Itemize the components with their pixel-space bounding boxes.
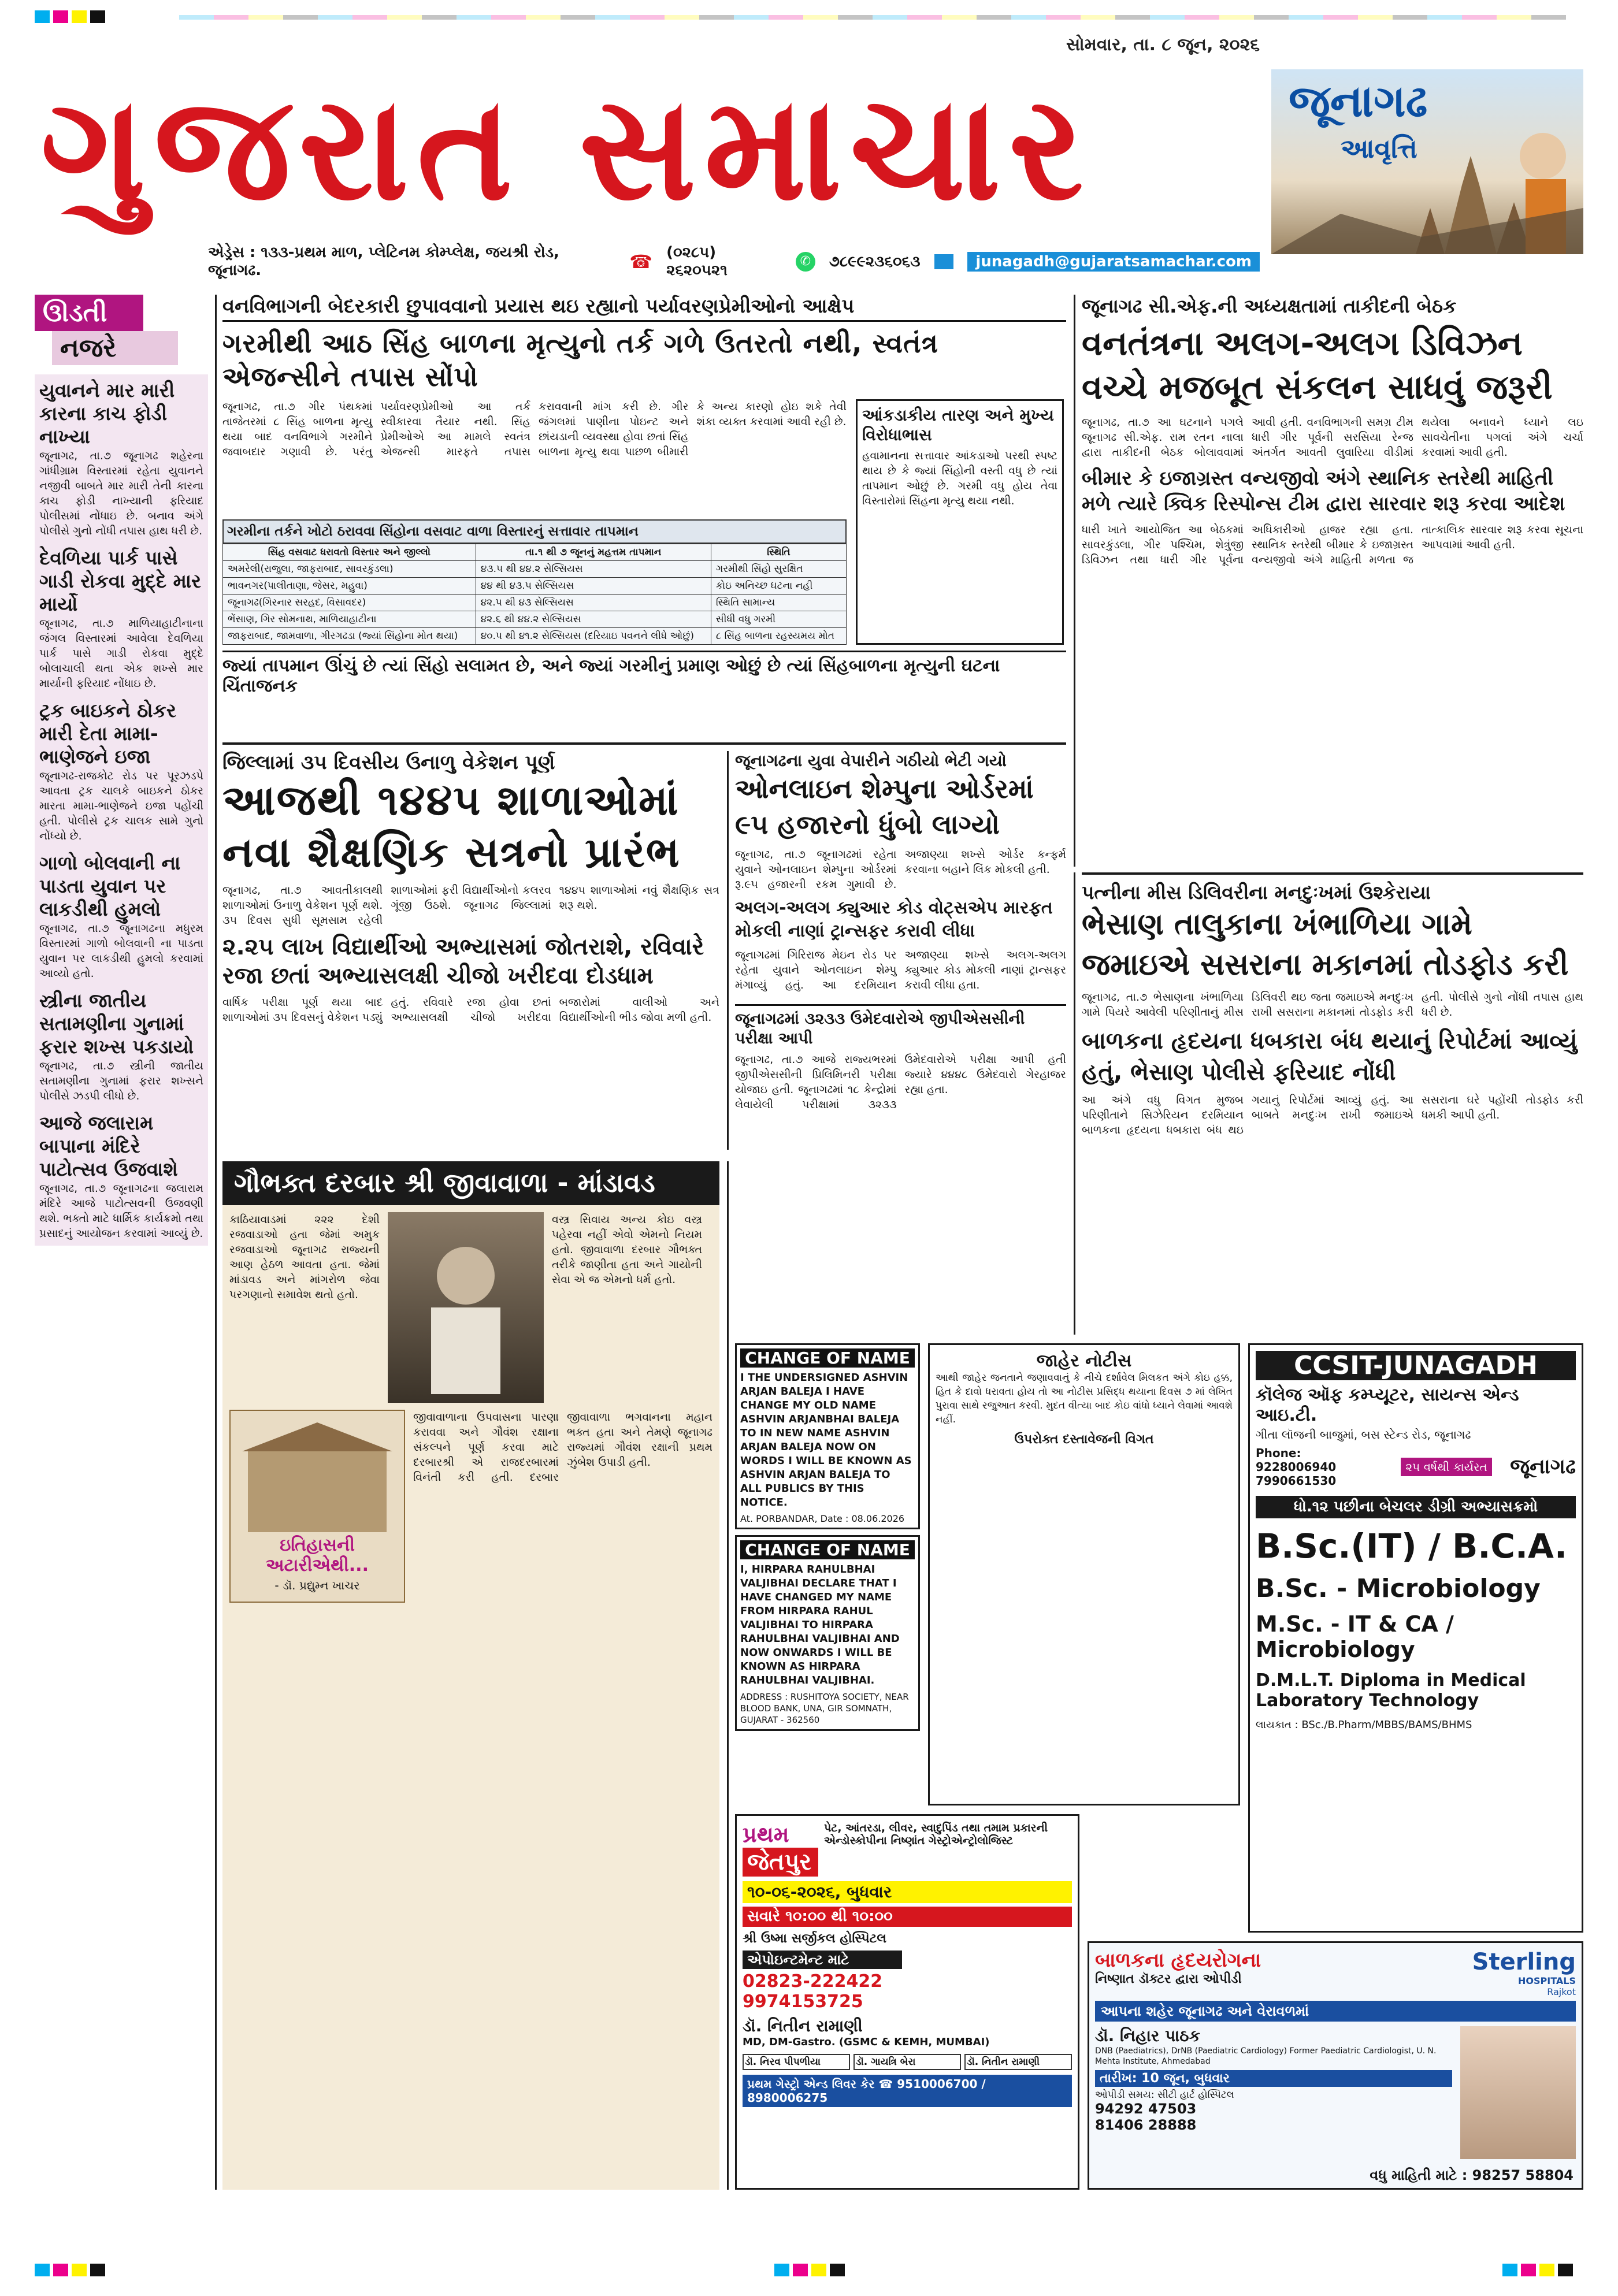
- sterling-phone-2[interactable]: 81406 28888: [1095, 2117, 1197, 2133]
- table-cell: જાફરાબાદ, જામવાળા, ગીરગઢડા (જ્યાં સિંહોના મોત થયા): [223, 628, 476, 645]
- shampoo-story: [735, 751, 1066, 1335]
- cf-headline: વનતંત્રના અલગ-અલગ ડિવિઝન વચ્ચે મજબૂત સંકલન સાધવું જરૂરી: [1082, 324, 1553, 407]
- brief-headline: ગાળો બોલવાની ના પાડતા યુવાન પર લાકડીથી હુમલો: [39, 852, 181, 920]
- culture-body-1: કાઠિયાવાડમાં ૨૨૨ દેશી રજવાડાઓ હતા જેમાં અમુક રજવાડાઓ જૂનાગઢ રાજ્યની આણ હેઠળ આવતા હતા. જેમાં માંડાવડ અને માંગરોળ જેવા પરગણાનો સમાવેશ થતો હતો.: [229, 1213, 380, 1301]
- bhesan-subhead: બાળકના હૃદયના ધબકારા બંધ થયાનું રિપોર્ટમાં આવ્યું હતું, ભેસાણ પોલીસે ફરિયાદ નોંધી: [1082, 1028, 1578, 1086]
- address-bar: [208, 244, 1260, 279]
- ccsit-foot: લાયકાત : BSc./B.Pharm/MBBS/BAMS/BHMS: [1256, 1719, 1472, 1731]
- public-notice-title: જાહેર નોટીસ: [1036, 1351, 1132, 1371]
- ccsit-course-2: B.Sc. - Microbiology: [1256, 1574, 1541, 1603]
- phone-number: (૦૨૮૫) ૨૬૨૦૫૨૧: [666, 244, 728, 279]
- table-header: તા.૧ થી ૭ જૂનનું મહત્તમ તાપમાન: [476, 544, 711, 561]
- sterling-band: આપના શહેર જૂનાગઢ અને વેરાવળમાં: [1095, 2001, 1576, 2022]
- child-photo: [1460, 2026, 1576, 2159]
- bhesan-body: જૂનાગઢ, તા.૭ ભેસાણના ખંભાળિયા ગામે પિયરે આવેલી પરિણીતાનું મીસ ડિલિવરી થઇ જતા જમાઇએ મનદુઃખ રાખી સસરાના મકાનમાં તોડફોડ કરી હતી. પોલીસે ગુનો નોંધી તપાસ હાથ ધરી છે.: [1082, 991, 1583, 1019]
- ccsit-address: ગીતા લૉજની બાજુમાં, બસ સ્ટેન્ડ રોડ, જૂનાગઢ: [1256, 1428, 1471, 1441]
- lion-sidebar: [856, 399, 1064, 645]
- table-cell: જૂનાગઢ(ગિરનાર સરહદ, વિસાવદર): [223, 595, 476, 611]
- brief-headline: સ્ત્રીના જાતીય સતામણીના ગુનામાં ફરાર શખ્સ પકડાયો: [39, 989, 194, 1058]
- portrait-photo: [388, 1212, 544, 1403]
- pratham-phone-2[interactable]: 9974153725: [743, 1992, 863, 2012]
- schools-kicker: જિલ્લામાં ૩૫ દિવસીય ઉનાળુ વેકેશન પૂર્ણ: [222, 751, 555, 774]
- temple-illustration: [1271, 69, 1583, 254]
- shampoo-body-2: જૂનાગઢમાં ગિરિરાજ મેઇન રોડ પર રહેતા યુવાને ઓનલાઇન શેમ્પુ મંગાવ્યું હતું. આ દરમિયાન અજાણ્યા શખ્સે અલગ-અલગ ક્યુઆર કોડ મોકલી નાણાં ટ્રાન્સફર કરાવી લીધા હતા.: [735, 949, 1066, 991]
- lion-side-text: હવામાનના સત્તાવાર આંકડાઓ પરથી સ્પષ્ટ થાય છે કે જ્યાં સિંહોની વસ્તી વધુ છે ત્યાં તાપમાન ઓછું છે. ગરમી વધુ હોય તેવા વિસ્તારોમાં સિંહના મૃત્યુ થયા નથી.: [862, 449, 1057, 507]
- lion-kicker: વનવિભાગની બેદરકારી છુપાવવાનો પ્રયાસ થઇ રહ્યાનો પર્યાવરણપ્રેમીઓનો આક્ષેપ: [222, 295, 1066, 322]
- notice-foot: At. PORBANDAR, Date : 08.06.2026: [740, 1513, 905, 1524]
- culture-body-3: જીવાવાળાના ઉપવાસના પારણા કરાવવા અને ગૌવંશ રક્ષાના સંકલ્પને પૂર્ણ કરવા માટે દરબારશ્રી એ રાજદરબારમાં વિનંતી કરી હતી. દરબાર જીવાવાળા ભગવાનના મહાન ભક્ત હતા અને તેમણે જૂનાગઢ રાજ્યમાં ગૌવંશ રક્ષાની પ્રથમ ઝુંબેશ ઉપાડી હતી.: [413, 1411, 712, 1484]
- bhesan-story: [1082, 881, 1583, 1338]
- brief-text: જૂનાગઢ, તા.૭ જૂનાગઢના મધુરમ વિસ્તારમાં ગાળો બોલવાની ના પાડતા યુવાન પર લાકડીથી હુમલો કરવામાં આવ્યો હતો.: [39, 922, 203, 980]
- schools-story: [222, 751, 719, 1150]
- table-cell: ૪૪ થી ૪૩.૫ સેલ્સિયસ: [476, 578, 711, 595]
- lion-headline: ગરમીથી આઠ સિંહ બાળના મૃત્યુનો તર્ક ગળે ઉતરતો નથી, સ્વતંત્ર એજન્સીને તપાસ સોંપો: [222, 328, 938, 392]
- masthead-date: સોમવાર, તા. ૮ જૂન, ૨૦૨૬: [1066, 35, 1260, 55]
- table-cell: ગરમીથી સિંહો સુરક્ષિત: [711, 561, 846, 578]
- pratham-doc-2: ડૉ. ગાયત્રિ બેરા: [853, 2054, 961, 2070]
- cf-kicker: જૂનાગઢ સી.એફ.ની અધ્યક્ષતામાં તાકીદની બેઠક: [1082, 295, 1457, 317]
- public-notice: [928, 1343, 1240, 1805]
- table-cell: ૪૨.૬ થી ૪૪.૨ સેલ્સિયસ: [476, 611, 711, 628]
- schools-headline-2: નવા શૈક્ષણિક સત્રનો પ્રારંભ: [222, 828, 681, 876]
- brief-item: [39, 699, 203, 844]
- pratham-city: જેતપુર: [743, 1848, 818, 1877]
- pratham-footer: પ્રથમ ગેસ્ટ્રો એન્ડ લિવર કેર ☎ 9510006700 / 8980006275: [743, 2075, 1072, 2107]
- sterling-doctor: ડૉ. નિહાર પાઠક: [1095, 2026, 1201, 2045]
- change-of-name-2: [735, 1535, 920, 1731]
- schools-body: જૂનાગઢ, તા.૭ આવતીકાલથી શાળાઓમાં ઉનાળુ વેકેશન પૂર્ણ થશે. ૩૫ દિવસ સુધી સૂમસામ રહેલી શાળાઓમાં ફરી વિદ્યાર્થીઓનો કલરવ ગૂંજી ઉઠશે. જૂનાગઢ જિલ્લામાં ૧૪૪૫ શાળાઓમાં નવું શૈક્ષણિક સત્ર શરૂ થશે.: [222, 884, 719, 927]
- shampoo-body: જૂનાગઢ, તા.૭ જૂનાગઢમાં રહેતા યુવાને ઓનલાઇન શેમ્પુના ઓર્ડરમાં રૂ.૯૫ હજારની રકમ ગુમાવી છે. અજાણ્યા શખ્સે ઓર્ડર કન્ફર્મ કરવાના બહાને લિંક મોકલી હતી.: [735, 848, 1066, 891]
- pratham-doctor: ડૉ. નિતીન રામાણી: [743, 2016, 863, 2035]
- notice-title: CHANGE OF NAME: [740, 1348, 915, 1368]
- pratham-time: સવારે ૧૦:૦૦ થી ૧૦:૦૦: [743, 1907, 1072, 1927]
- edition-sub: આવૃત્તિ: [1341, 133, 1417, 164]
- notice-title: CHANGE OF NAME: [740, 1540, 915, 1559]
- table-cell: ૪૩.૫ થી ૪૪.૨ સેલ્સિયસ: [476, 561, 711, 578]
- brief-text: જૂનાગઢ, તા.૭ જૂનાગઢના જલારામ મંદિરે આજે પાટોત્સવની ઉજવણી થશે. ભક્તો માટે ધાર્મિક કાર્યક્રમો તથા પ્રસાદનું આયોજન કરવામાં આવ્યું છે.: [39, 1182, 203, 1240]
- brief-item: [39, 379, 203, 538]
- whatsapp-number: ૭૮૯૯૨૩૬૦૬૩: [829, 252, 921, 270]
- email-icon: [934, 254, 954, 269]
- culture-body-2: વસ્ત્ર સિવાય અન્ય કોઇ વસ્ત્ર પહેરવા નહીં એવો એમનો નિયમ હતો. જીવાવાળા દરબાર ગૌભક્ત તરીકે જાણીતા હતા અને ગાયોની સેવા એ જ એમનો ધર્મ હતો.: [552, 1213, 702, 1286]
- pratham-phone-1[interactable]: 02823-222422: [743, 1971, 883, 1992]
- sterling-sub: નિષ્ણાત ડૉક્ટર દ્વારા ઓપીડી: [1095, 1972, 1242, 1986]
- whatsapp-icon: ✆: [796, 252, 815, 272]
- bhesan-body-2: આ અંગે વધુ વિગત મુજબ પરિણીતાને સિઝેરિયન દરમિયાન બાળકના હૃદયના ધબકારા બંધ થઇ ગયાનું રિપોર્ટમાં આવ્યું હતું. આ બાબતે મનદુઃખ રાખી જમાઇએ સસરાના ઘરે પહોંચી તોડફોડ કરી ધમકી આપી હતી.: [1082, 1094, 1583, 1136]
- notices-column: [735, 1343, 920, 1805]
- schools-subhead: ૨.૨૫ લાખ વિદ્યાર્થીઓ અભ્યાસમાં જોતરાશે, રવિવારે રજા છતાં અભ્યાસલક્ષી ચીજો ખરીદવા દોડધામ: [222, 934, 704, 989]
- sterling-city: Rajkot: [1547, 1986, 1576, 1997]
- table-row: [223, 611, 847, 628]
- pratham-date: ૧૦-૦૬-૨૦૨૬, બુધવાર: [743, 1881, 1072, 1903]
- shampoo-subhead: અલગ-અલગ ક્યુઆર કોડ વોટ્સએપ મારફત મોકલી નાણાં ટ્રાન્સફર કરાવી લીધા: [735, 898, 1053, 941]
- brief-item: [39, 547, 203, 691]
- brief-headline: ટ્રક બાઇકને ઠોકર મારી દેતા મામા-ભાણેજને ઇજા: [39, 699, 176, 768]
- brief-text: જૂનાગઢ, તા.૭ માળિયાહાટીનાના જંગલ વિસ્તારમાં આવેલા દેવળિયા પાર્ક પાસે ગાડી રોકવા મુદ્દે બોલાચાલી થતા એક શખ્સે માર માર્યાની ફરિયાદ નોંધાઇ છે.: [39, 617, 203, 690]
- brief-text: જૂનાગઢ, તા.૭ સ્ત્રીની જાતીય સતામણીના ગુનામાં ફરાર શખ્સને પોલીસે ઝડપી લીધો છે.: [39, 1060, 203, 1102]
- lion-story: [222, 295, 1066, 734]
- cf-story: [1082, 295, 1583, 867]
- culture-section: [222, 1161, 719, 2190]
- table-row: [223, 561, 847, 578]
- table-header: સિંહ વસવાટ ધરાવતો વિસ્તાર અને જીલ્લો: [223, 544, 476, 561]
- schools-body-2: વાર્ષિક પરીક્ષા પૂર્ણ થયા બાદ શાળાઓમાં ૩૫ દિવસનું વેકેશન પડ્યું હતું. રવિવારે રજા હોવા છતાં અભ્યાસલક્ષી ચીજો ખરીદવા બજારોમાં વાલીઓ અને વિદ્યાર્થીઓની ભીડ જોવા મળી હતી.: [222, 996, 719, 1024]
- shampoo-headline-1: ઓનલાઇન શેમ્પુના ઓર્ડરમાં: [735, 773, 1034, 804]
- table-cell: ૪૨.૫ થી ૪૩ સેલ્સિયસ: [476, 595, 711, 611]
- table-cell: સ્થિતિ સામાન્ય: [711, 595, 846, 611]
- address-text: એડ્રેસ : ૧૩૩-પ્રથમ માળ, પ્લેટિનમ કોમ્પ્લેક્ષ, જયશ્રી રોડ, જૂનાગઢ.: [208, 244, 559, 279]
- table-row: [223, 628, 847, 645]
- history-graphic: [229, 1410, 405, 1603]
- public-notice-sub: ઉપરોક્ત દસ્તાવેજની વિગત: [1014, 1432, 1154, 1447]
- brief-text: જૂનાગઢ-રાજકોટ રોડ પર પૂરઝડપે આવતા ટ્રક ચાલકે બાઇકને ઠોકર મારતા મામા-ભાણેજને ઇજા પહોંચી હતી. પોલીસે ટ્રક ચાલક સામે ગુનો નોંધ્યો છે.: [39, 770, 203, 842]
- lion-body: જૂનાગઢ, તા.૭ ગીર પંથકમાં તાજેતરમાં ૮ સિંહ બાળના મૃત્યુ થયા બાદ વનવિભાગે ગરમીને જવાબદાર ગણાવી છે. પરંતુ પર્યાવરણપ્રેમીઓ આ તર્ક સ્વીકારવા તૈયાર નથી. સિંહ પ્રેમીઓએ આ મામલે સ્વતંત્ર એજન્સી મારફતે તપાસ કરાવવાની માંગ કરી છે. ગીર જંગલમાં પાણીના પોઇન્ટ અને છાંયડાની વ્યવસ્થા હોવા છતાં સિંહ બાળના મૃત્યુ થવા પાછળ બીમારી કે અન્ય કારણો હોઇ શકે તેવી શંકા વ્યક્ત કરવામાં આવી રહી છે.: [222, 400, 847, 458]
- brief-headline: આજે જલારામ બાપાના મંદિરે પાટોત્સવ ઉજવાશે: [39, 1112, 178, 1180]
- ccsit-ad[interactable]: [1248, 1343, 1583, 1933]
- table-cell: કોઇ અનિચ્છ ઘટના નહી: [711, 578, 846, 595]
- gpsc-body: જૂનાગઢ, તા.૭ આજે રાજ્યભરમાં જીપીએસસીની પ્રિલિમિનરી પરીક્ષા યોજાઇ હતી. જૂનાગઢમાં ૧૮ કેન્દ્રોમાં લેવાયેલી પરીક્ષામાં ૩૨૩૩ ઉમેદવારોએ પરીક્ષા આપી હતી જ્યારે ૪૪૪૮ ઉમેદવારો ગેરહાજર રહ્યા હતા.: [735, 1053, 1066, 1111]
- pratham-brand: પ્રથમ: [743, 1822, 789, 1847]
- gpsc-kicker: જૂનાગઢમાં ૩૨૩૩ ઉમેદવારોએ જીપીએસસીની પરીક્ષા આપી: [735, 1010, 1025, 1047]
- table-cell: ૪૦.૫ થી ૪૧.૨ સેલ્સિયસ (દરિયાઇ પવનને લીધે ઓછું): [476, 628, 711, 645]
- change-of-name-1: [735, 1343, 920, 1529]
- brief-headline: યુવાનને માર મારી કારના કાચ ફોડી નાખ્યા: [39, 379, 175, 448]
- sterling-ad[interactable]: [1088, 1941, 1583, 2190]
- ccsit-course-1: B.Sc.(IT) / B.C.A.: [1256, 1526, 1567, 1566]
- sterling-title: બાળકના હૃદયરોગના: [1095, 1949, 1261, 1972]
- history-caption: ઇતિહાસની અટારીએથી...: [266, 1535, 369, 1576]
- cf-subhead: બીમાર કે ઇજાગ્રસ્ત વન્યજીવો અંગે સ્થાનિક સ્તરેથી માહિતી મળે ત્યારે ક્વિક રિસ્પોન્સ ટીમ દ્વારા સારવાર શરૂ કરવા આદેશ: [1082, 467, 1565, 515]
- history-author: - ડૉ. પ્રદ્યુમ્ન ખાચર: [274, 1578, 360, 1592]
- edition-name: જૂનાગઢ: [1289, 75, 1428, 127]
- table-cell: અમરેલી(રાજુલા, જાફરાબાદ, સાવરકુંડલા): [223, 561, 476, 578]
- table-cell: ૮ સિંહ બાળના રહસ્યમય મોત: [711, 628, 846, 645]
- email-address[interactable]: junagadh@gujaratsamachar.com: [967, 252, 1260, 272]
- table-header: સ્થિતિ: [711, 544, 846, 561]
- ccsit-course-3: M.Sc. - IT & CA / Microbiology: [1256, 1611, 1454, 1662]
- pratham-doc-3: ડૉ. નિતીન રામાણી: [964, 2054, 1072, 2070]
- ccsit-title: CCSIT-JUNAGADH: [1256, 1351, 1576, 1380]
- sterling-brand-2: HOSPITALS: [1518, 1975, 1576, 1986]
- shampoo-kicker: જૂનાગઢના યુવા વેપારીને ગઠીયો ભેટી ગયો: [735, 751, 1007, 770]
- notice-text: I THE UNDERSIGNED ASHVIN ARJAN BALEJA I HAVE CHANGE MY OLD NAME ASHVIN ARJANBHAI BALEJA TO IN NEW NAME ASHVIN ARJAN BALEJA NOW ON WORDS I WILL BE KNOWN AS ASHVIN ARJAN BALEJA TO ALL PUBLICS BY THIS NOTICE.: [740, 1372, 912, 1509]
- table-row: [223, 595, 847, 611]
- lion-footer: જ્યાં તાપમાન ઊંચું છે ત્યાં સિંહો સલામત છે, અને જ્યાં ગરમીનું પ્રમાણ ઓછું છે ત્યાં સિંહબાળના મૃત્યુની ઘટના ચિંતાજનક: [222, 651, 1066, 696]
- sterling-opd: ઓપીડી સમય: સીટી હાર્ટ હોસ્પિટલ: [1095, 2089, 1234, 2101]
- masthead-title: ગુજરાત સમાચાર: [40, 62, 1092, 232]
- notice-address: ADDRESS : RUSHITOYA SOCIETY, NEAR BLOOD BANK, UNA, GIR SOMNATH, GUJARAT - 362560: [740, 1692, 909, 1725]
- lion-side-head: આંકડાકીય તારણ અને મુખ્ય વિરોધાભાસ: [862, 406, 1054, 444]
- brief-text: જૂનાગઢ, તા.૭ જૂનાગઢ શહેરના ગાંધીગ્રામ વિસ્તારમાં રહેતા યુવાનને નજીવી બાબતે માર મારી તેની કારના કાચ ફોડી નાખ્યાની ફરિયાદ પોલીસમાં નોંધાઇ છે. બનાવ અંગે પોલીસે ગુનો નોંધી તપાસ હાથ ધરી છે.: [39, 449, 203, 537]
- ccsit-city: જૂનાગઢ: [1510, 1455, 1576, 1478]
- brief-item: [39, 1112, 203, 1241]
- brief-title-top: ઊડતી: [35, 295, 143, 331]
- public-notice-text: આથી જાહેર જનતાને જણાવવાનું કે નીચે દર્શાવેલ મિલકત અંગે કોઇ હક્ક, હિત કે દાવો ધરાવતા હોય તો આ નોટીસ પ્રસિદ્ધ થયાના દિવસ ૭ માં લેખિત પુરાવા સાથે રજુઆત કરવી. મુદત વીત્યા બાદ કોઇ વાંધો ધ્યાને લેવામાં આવશે નહીં.: [936, 1372, 1233, 1425]
- ccsit-course-4: D.M.L.T. Diploma in Medical Laboratory Technology: [1256, 1670, 1526, 1711]
- notice-text: I, HIRPARA RAHULBHAI VALJIBHAI DECLARE THAT I HAVE CHANGED MY NAME FROM HIRPARA RAHUL VALJIBHAI TO HIRPARA RAHULBHAI VALJIBHAI AND NOW ONWARDS I WILL BE KNOWN AS HIRPARA RAHULBHAI VALJIBHAI.: [740, 1563, 900, 1686]
- table-cell: ભેંસાણ, ગિર સોમનાથ, માળિયાહાટીના: [223, 611, 476, 628]
- table-cell: સીધી વધુ ગરમી: [711, 611, 846, 628]
- ccsit-banner: ધો.૧૨ પછીના બેચલર ડીગ્રી અભ્યાસક્રમો: [1256, 1496, 1576, 1518]
- culture-banner: ગૌભક્ત દરબાર શ્રી જીવાવાળા - માંડાવડ: [222, 1161, 719, 1205]
- pratham-appt: એપોઇન્ટમેન્ટ માટે: [743, 1951, 902, 1969]
- temperature-table-title: ગરમીના તર્કને ખોટો ઠરાવવા સિંહોના વસવાટ વાળા વિસ્તારનું સત્તાવાર તાપમાન: [222, 519, 847, 544]
- shampoo-headline-2: ૯૫ હજારનો ધુંબો લાગ્યો: [735, 809, 1000, 840]
- pratham-doc-1: ડૉ. નિરવ પીપળીયા: [743, 2054, 850, 2070]
- sterling-brand: Sterling: [1472, 1949, 1576, 1975]
- brief-column: [35, 295, 208, 2190]
- ccsit-badge: ૨૫ વર્ષથી કાર્યરત: [1401, 1458, 1491, 1476]
- sterling-phone-1[interactable]: 94292 47503: [1095, 2101, 1197, 2117]
- ccsit-college: કૉલેજ ઑફ કમ્પ્યૂટર, સાયન્સ એન્ડ આઇ.ટી.: [1256, 1385, 1519, 1425]
- bhesan-headline-2: જમાઇએ સસરાના મકાનમાં તોડફોડ કરી: [1082, 948, 1569, 982]
- sterling-date: તારીખ: 10 જૂન, બુધવાર: [1095, 2070, 1452, 2087]
- sterling-degree: DNB (Paediatrics), DrNB (Paediatric Cardiology) Former Paediatric Cardiologist, U. N. Mehta Institute, Ahmedabad: [1095, 2046, 1437, 2066]
- cf-body-2: ધારી ખાતે આયોજિત આ બેઠકમાં સાવરકુંડલા, ગીર પશ્ચિમ, શેત્રુંજી ડિવિઝન તથા ધારી ગીર પૂર્વના અધિકારીઓ હાજર રહ્યા હતા. સ્થાનિક સ્તરેથી બીમાર કે ઇજાગ્રસ્ત વન્યજીવો અંગે માહિતી મળતા જ તાત્કાલિક સારવાર શરૂ કરવા સૂચના આપવામાં આવી હતી.: [1082, 523, 1583, 566]
- cf-body: જૂનાગઢ, તા.૭ આ ઘટનાને પગલે જૂનાગઢ સી.એફ. રામ રતન નાલા દ્વારા તાકીદની બેઠક બોલાવવામાં આવી હતી. વનવિભાગની સમગ્ર ટીમ ધારી ગીર પૂર્વની સરસિયા રેન્જ અંતર્ગત આવતી લુવારિયા વીડીમાં થયેલા બનાવને ધ્યાને લઇ સાવચેતીના પગલાં અંગે ચર્ચા કરવામાં આવી હતી.: [1082, 416, 1583, 459]
- schools-headline-1: આજથી ૧૪૪૫ શાળાઓમાં: [222, 776, 680, 824]
- bhesan-kicker: પત્નીના મીસ ડિલિવરીના મનદુઃખમાં ઉશ્કેરાયા: [1082, 881, 1431, 904]
- brief-item: [39, 989, 203, 1104]
- sterling-more: વધુ માહિતી માટે : 98257 58804: [1370, 2167, 1574, 2183]
- pratham-degree: MD, DM-Gastro. (GSMC & KEMH, MUMBAI): [743, 2036, 990, 2048]
- bhesan-headline-1: ભેસાણ તાલુકાના ખંભાળિયા ગામે: [1082, 907, 1472, 942]
- ccsit-phone[interactable]: Phone: 9228006940 7990661530: [1256, 1446, 1337, 1488]
- brief-item: [39, 852, 203, 981]
- table-cell: ભાવનગર(પાલીતાણા, જેસર, મહુવા): [223, 578, 476, 595]
- brief-headline: દેવળિયા પાર્ક પાસે ગાડી રોકવા મુદ્દે માર માર્યો: [39, 547, 202, 615]
- pratham-hospital: શ્રી ઉષ્મા સર્જીકલ હોસ્પિટલ: [743, 1931, 887, 1946]
- phone-icon: ☎: [629, 251, 653, 273]
- brief-title-bottom: નજરે: [52, 331, 178, 365]
- pratham-intro: પેટ, આંતરડા, લીવર, સ્વાદુપિંડ તથા તમામ પ્રકારની એન્ડોસ્કોપીના નિષ્ણાંત ગેસ્ટ્રોએન્ટ્રોલોજિસ્ટ: [823, 1822, 1048, 1847]
- table-row: [223, 578, 847, 595]
- temperature-table: [222, 544, 847, 645]
- pratham-ad[interactable]: [735, 1814, 1079, 2190]
- edition-badge: [1271, 69, 1583, 254]
- masthead: [35, 35, 1583, 283]
